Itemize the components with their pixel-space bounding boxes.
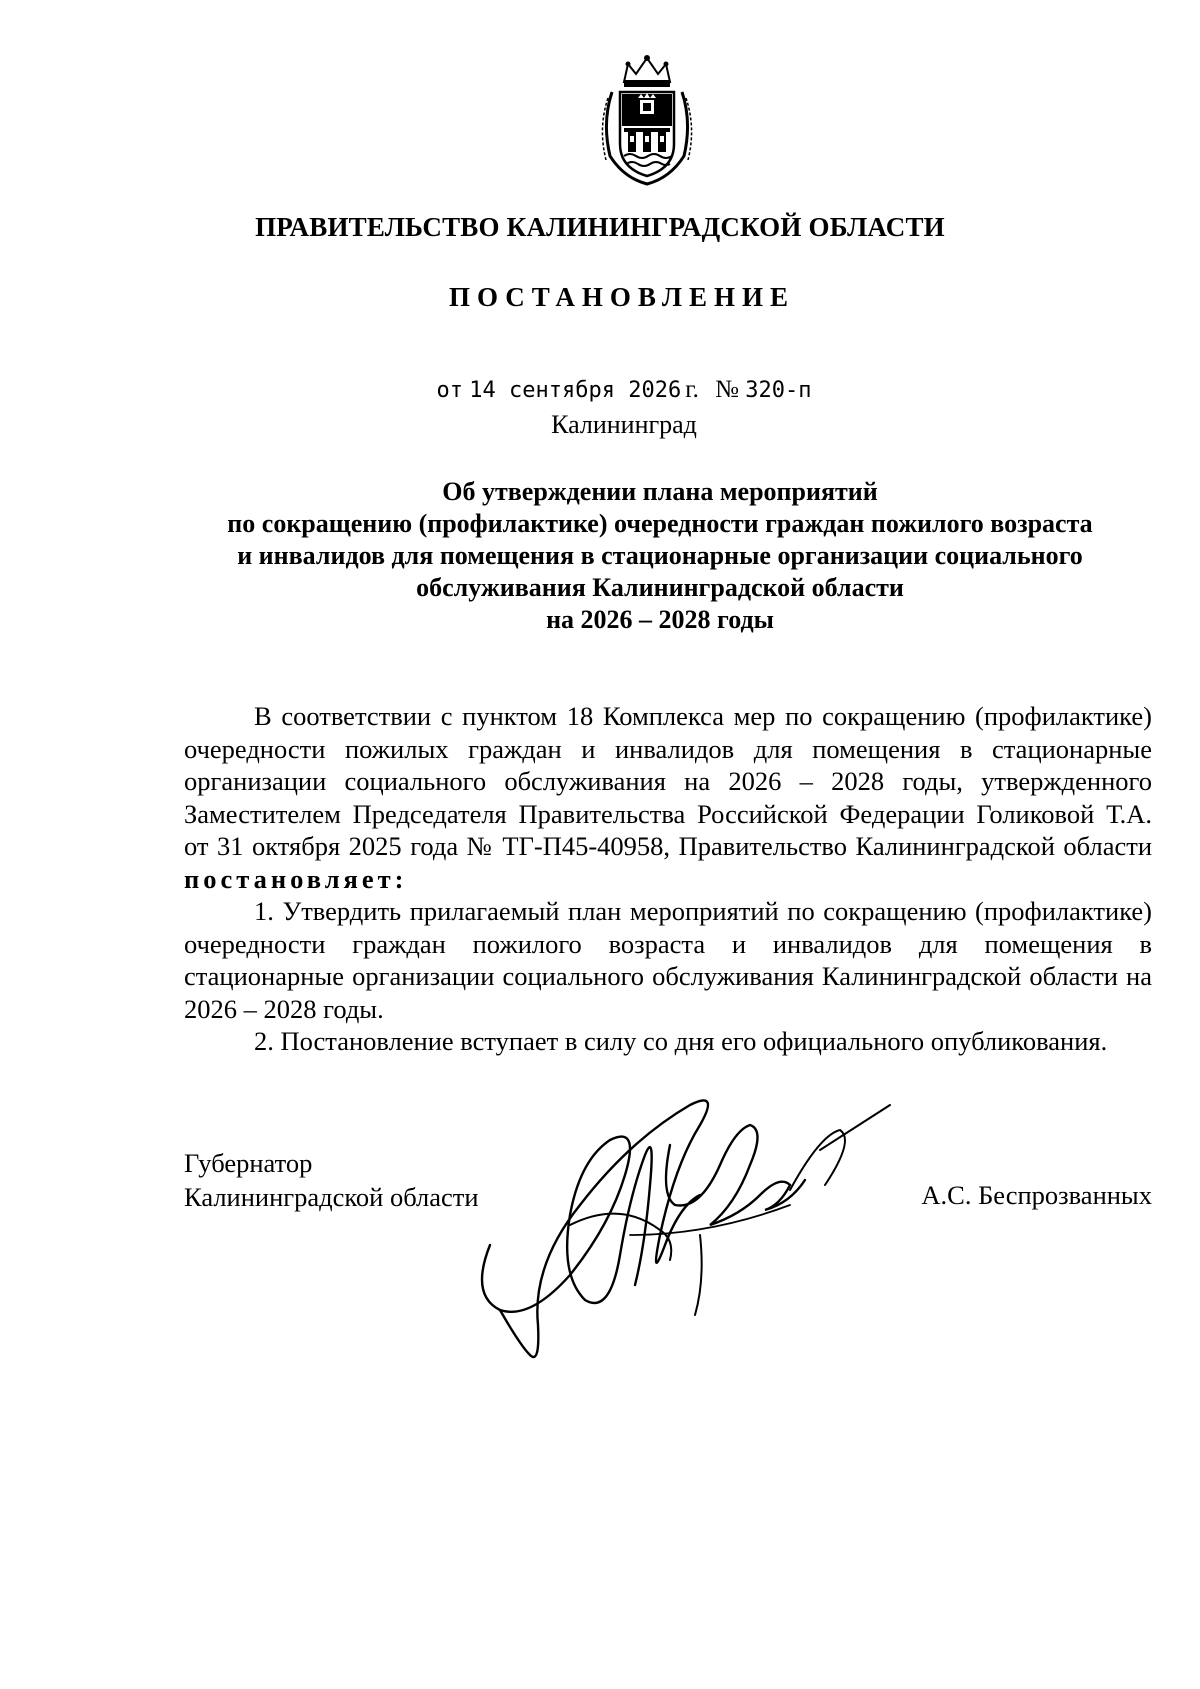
subject-line: Об утверждении плана мероприятий (442, 477, 878, 506)
preamble-text: В соответствии с пунктом 18 Комплекса мер по сокращению (профилактике) очередности пожилых граждан и инвалидов для помещения в стационарные организации социального обслуживания на 2026 – 2028 годы, утвержденного Заместителем Председателя Правительства Российской Федерации Голиковой Т.А. от 31 октября 2025 года № ТГ-П45-40958, Правительство Калининградской области (184, 701, 1152, 861)
document-type: ПОСТАНОВЛЕНИЕ (448, 282, 796, 312)
preamble-paragraph (184, 700, 1152, 895)
signatory-position (184, 1146, 479, 1214)
year-suffix: г. (685, 376, 699, 403)
item-2-paragraph: 2. Постановление вступает в силу со дня его официального опубликования. (254, 1026, 1108, 1056)
subject-line: и инвалидов для помещения в стационарные организации социального (237, 541, 1083, 570)
item-1-paragraph: 1. Утвердить прилагаемый план мероприятий по сокращению (профилактике) очередности граждан пожилого возраста и инвалидов для помещения в стационарные организации социального обслуживания Калининградской области на 2026 – 2028 годы. (184, 896, 1152, 1024)
signatory-name: А.С. Беспрозванных (921, 1180, 1152, 1210)
organization-title: ПРАВИТЕЛЬСТВО КАЛИНИНГРАДСКОЙ ОБЛАСТИ (255, 212, 945, 242)
date-number-line (0, 376, 1200, 404)
date-prefix: от (436, 378, 464, 403)
subject-line: обслуживания Калининградской области (416, 573, 904, 602)
document-subject (180, 476, 1140, 636)
document-number: 320-п (745, 378, 812, 403)
position-line: Губернатор (184, 1148, 313, 1178)
subject-line: по сокращению (профилактике) очередности граждан пожилого возраста (227, 509, 1093, 538)
position-line: Калининградской области (184, 1182, 479, 1212)
handwritten-signature (460, 1085, 930, 1375)
number-sign: № (715, 376, 739, 403)
decree-word: постановляет: (184, 863, 408, 894)
document-date: 14 сентября 2026 (469, 378, 682, 403)
coat-of-arms-emblem (594, 52, 700, 186)
document-body (184, 700, 1152, 1058)
subject-line: на 2026 – 2028 годы (546, 605, 774, 634)
city: Калининград (551, 410, 697, 439)
